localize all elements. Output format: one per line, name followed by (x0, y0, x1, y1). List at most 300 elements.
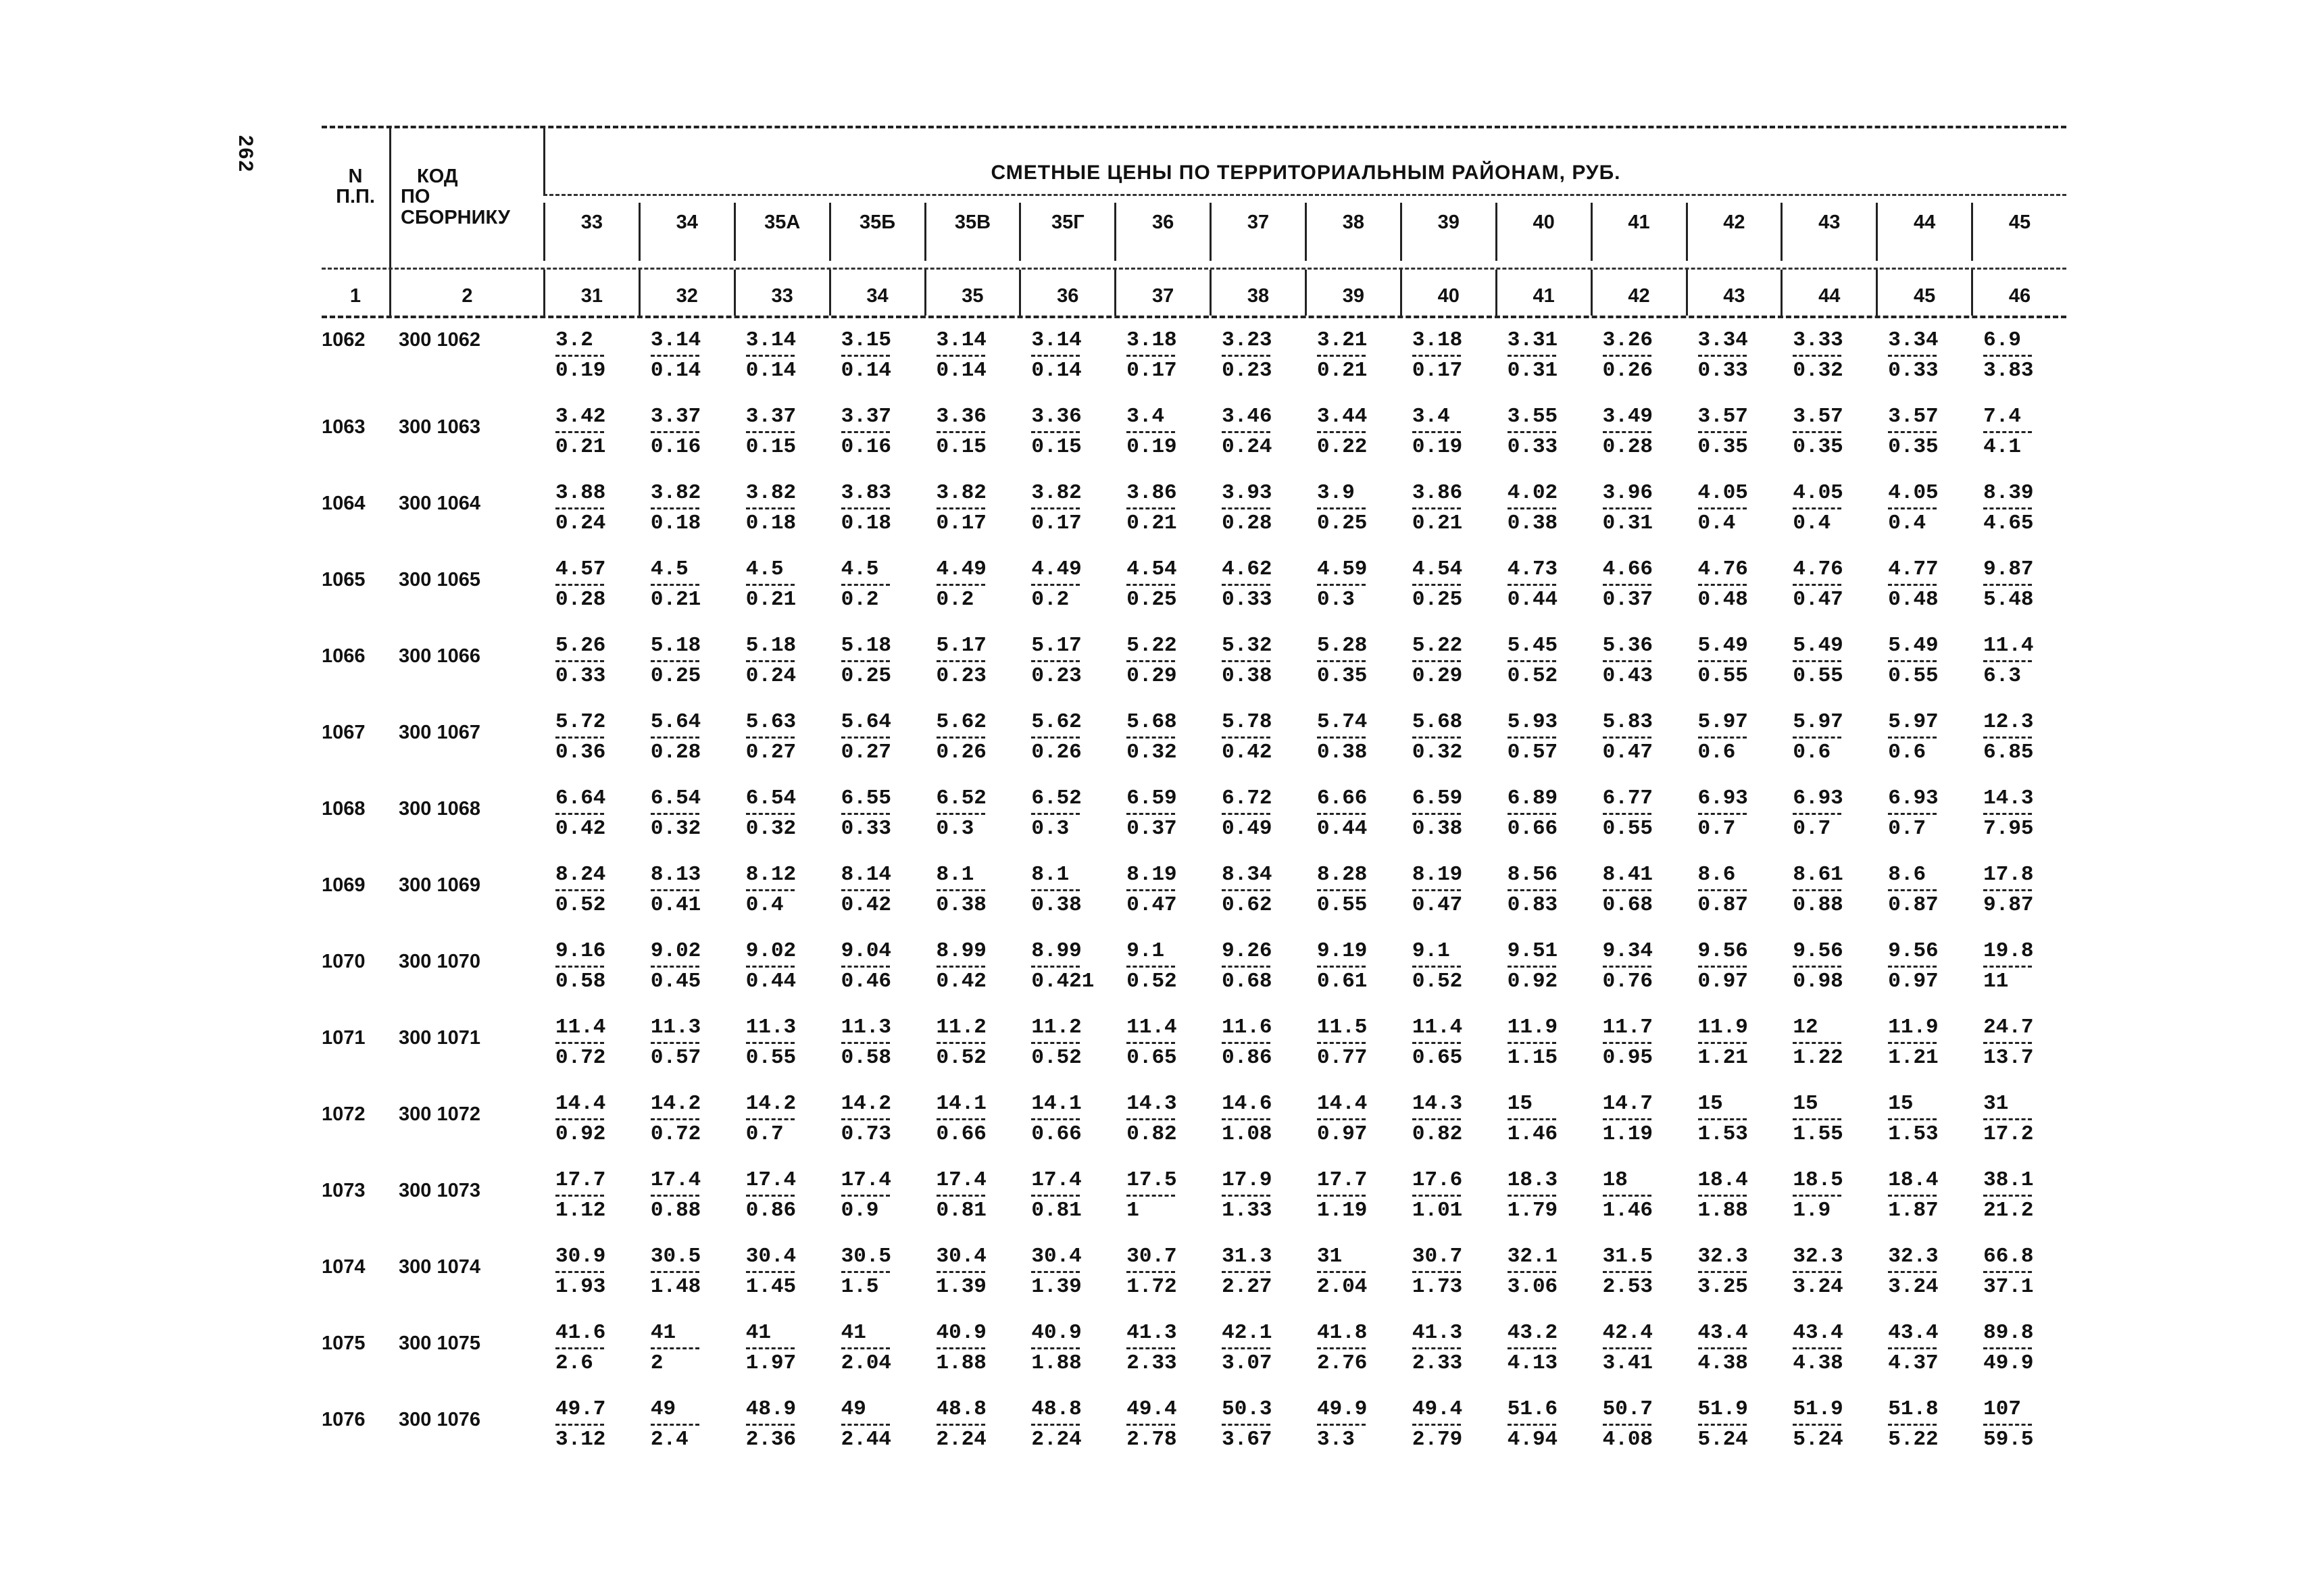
price-cell (1114, 1016, 1210, 1093)
header-np-label-2: П.П. (336, 186, 375, 208)
row-kod: 300 1075 (399, 1332, 480, 1354)
fraction-divider (1793, 1271, 1841, 1273)
price-value: 5.22 (1126, 634, 1177, 657)
price-cell (1114, 1322, 1210, 1398)
sub-price-value: 3.83 (1983, 359, 2034, 382)
fraction-divider (1983, 966, 2032, 968)
price-cell (1876, 634, 1971, 711)
price-cell (1400, 1016, 1495, 1093)
sub-price-value: 0.17 (1126, 359, 1177, 382)
price-cell (543, 711, 639, 787)
price-value: 4.73 (1507, 557, 1558, 581)
column-number: 1 (349, 284, 362, 307)
price-cell (924, 940, 1020, 1016)
price-cell (1686, 482, 1781, 558)
sub-price-value: 0.44 (1507, 588, 1558, 612)
sub-price-value: 0.21 (1317, 359, 1368, 382)
sub-price-value: 0.23 (1031, 664, 1082, 688)
price-cell (1876, 1245, 1971, 1322)
fraction-divider (555, 431, 604, 433)
price-value: 4.57 (555, 557, 606, 581)
table-row (322, 482, 2066, 558)
fraction-divider (937, 584, 985, 586)
price-cell (1019, 940, 1114, 1016)
price-cell (1495, 1398, 1591, 1474)
price-value: 30.4 (936, 1245, 987, 1268)
sub-price-value: 2.53 (1602, 1275, 1653, 1299)
price-value: 9.1 (1126, 939, 1165, 963)
price-value: 4.5 (745, 557, 784, 581)
row-kod: 300 1066 (399, 645, 480, 667)
fraction-divider (1793, 889, 1841, 891)
fraction-divider (841, 966, 890, 968)
sub-price-value: 0.33 (1507, 435, 1558, 459)
price-value: 11.9 (1697, 1016, 1748, 1039)
price-cell (924, 1245, 1020, 1322)
price-value: 9.02 (745, 939, 797, 963)
fraction-divider (1888, 660, 1937, 662)
price-cell (1400, 787, 1495, 864)
sub-price-value: 0.58 (555, 970, 606, 993)
sub-price-value: 0.48 (1697, 588, 1748, 612)
row-kod: 300 1074 (399, 1256, 480, 1278)
sub-price-value: 0.32 (1412, 741, 1463, 764)
price-value: 8.61 (1793, 863, 1843, 887)
price-value: 48.9 (745, 1397, 797, 1421)
sub-price-value: 0.32 (1793, 359, 1843, 382)
price-cell (1495, 482, 1591, 558)
sub-price-value: 0.19 (1412, 435, 1463, 459)
price-cell (1210, 711, 1305, 787)
fraction-divider (1222, 431, 1270, 433)
table-row (322, 558, 2066, 634)
table-row (322, 1322, 2066, 1398)
price-value: 43.4 (1697, 1321, 1748, 1345)
price-cell (1495, 864, 1591, 940)
price-cell (1114, 329, 1210, 405)
fraction-divider (1031, 660, 1080, 662)
row-np: 1069 (322, 874, 366, 896)
sub-price-value: 5.24 (1793, 1428, 1843, 1451)
price-value: 6.55 (841, 787, 892, 810)
price-value: 17.9 (1222, 1168, 1272, 1192)
price-cell (1876, 711, 1971, 787)
header-region: 35А (734, 203, 829, 261)
fraction-divider (841, 355, 890, 357)
price-cell (543, 1322, 639, 1398)
sub-price-value: 0.65 (1412, 1046, 1463, 1070)
price-value: 5.97 (1888, 710, 1939, 734)
price-cell (1400, 329, 1495, 405)
sub-price-value: 0.6 (1793, 741, 1831, 764)
fraction-divider (1031, 1118, 1080, 1120)
header-np-label-1: N (348, 166, 363, 187)
fraction-divider (1603, 355, 1651, 357)
sub-price-value: 5.24 (1697, 1428, 1748, 1451)
sub-price-value: 0.21 (1412, 512, 1463, 535)
sub-price-value: 0.33 (555, 664, 606, 688)
price-cell (1495, 940, 1591, 1016)
fraction-divider (1031, 431, 1080, 433)
price-cell (924, 864, 1020, 940)
sub-price-value: 0.61 (1317, 970, 1368, 993)
price-value: 4.54 (1126, 557, 1177, 581)
price-cell (1495, 558, 1591, 634)
row-kod: 300 1064 (399, 493, 480, 514)
column-number: 43 (1686, 270, 1781, 316)
fraction-divider (1983, 1195, 2032, 1197)
price-value: 15 (1888, 1092, 1914, 1116)
price-value: 8.6 (1888, 863, 1926, 887)
sub-price-value: 2.79 (1412, 1428, 1463, 1451)
price-value: 51.8 (1888, 1397, 1939, 1421)
sub-price-value: 0.35 (1317, 664, 1368, 688)
fraction-divider (1317, 1271, 1366, 1273)
sub-price-value: 0.17 (936, 512, 987, 535)
price-value: 3.23 (1222, 328, 1272, 352)
row-np: 1074 (322, 1256, 366, 1278)
price-cell (1114, 787, 1210, 864)
sub-price-value: 0.3 (1031, 817, 1070, 841)
price-value: 5.22 (1412, 634, 1463, 657)
price-value: 8.1 (1031, 863, 1070, 887)
sub-price-value: 0.38 (1222, 664, 1272, 688)
price-value: 30.4 (745, 1245, 797, 1268)
price-value: 17.4 (936, 1168, 987, 1192)
fraction-divider (1031, 966, 1080, 968)
fraction-divider (1603, 1195, 1651, 1197)
price-value: 49 (650, 1397, 676, 1421)
fraction-divider (1317, 1042, 1366, 1044)
sub-price-value: 1.12 (555, 1199, 606, 1222)
sub-price-value: 1.46 (1507, 1122, 1558, 1146)
price-cell (734, 1322, 829, 1398)
price-value: 32.3 (1793, 1245, 1843, 1268)
sub-price-value: 0.19 (1126, 435, 1177, 459)
header-region: 45 (1971, 203, 2066, 261)
sub-price-value: 6.85 (1983, 741, 2034, 764)
fraction-divider (1983, 1347, 2032, 1349)
price-cell (924, 405, 1020, 482)
price-value: 38.1 (1983, 1168, 2034, 1192)
fraction-divider (1317, 507, 1366, 509)
price-cell (543, 787, 639, 864)
price-cell (1781, 1169, 1876, 1245)
fraction-divider (1317, 889, 1366, 891)
price-value: 4.49 (1031, 557, 1082, 581)
sub-price-value: 0.35 (1697, 435, 1748, 459)
sub-price-value: 0.52 (1031, 1046, 1082, 1070)
column-number-row (322, 270, 2066, 316)
sub-price-value: 0.33 (841, 817, 892, 841)
sub-price-value: 0.16 (650, 435, 701, 459)
price-value: 5.78 (1222, 710, 1272, 734)
price-value: 3.31 (1507, 328, 1558, 352)
fraction-divider (1031, 1042, 1080, 1044)
price-cell (639, 329, 734, 405)
fraction-divider (1983, 1042, 2032, 1044)
price-cell (1210, 1322, 1305, 1398)
price-cell (639, 940, 734, 1016)
price-value: 5.17 (936, 634, 987, 657)
sub-price-value: 0.35 (1888, 435, 1939, 459)
price-cell (543, 864, 639, 940)
row-np: 1071 (322, 1027, 366, 1049)
price-cell (1781, 864, 1876, 940)
price-value: 5.17 (1031, 634, 1082, 657)
price-cell (1019, 1322, 1114, 1398)
price-cell (1781, 405, 1876, 482)
price-value: 30.9 (555, 1245, 606, 1268)
fraction-divider (1412, 966, 1461, 968)
fraction-divider (1603, 507, 1651, 509)
price-value: 43.4 (1793, 1321, 1843, 1345)
sub-price-value: 0.86 (745, 1199, 797, 1222)
sub-price-value: 1.21 (1888, 1046, 1939, 1070)
fraction-divider (1317, 1118, 1366, 1120)
price-value: 6.64 (555, 787, 606, 810)
fraction-divider (1222, 1195, 1270, 1197)
price-cell (1686, 405, 1781, 482)
price-cell (543, 1169, 639, 1245)
price-cell (1400, 1093, 1495, 1169)
fraction-divider (1317, 813, 1366, 815)
price-value: 3.36 (936, 405, 987, 428)
price-cell (1019, 329, 1114, 405)
column-number: 31 (543, 270, 639, 316)
column-number: 36 (1019, 270, 1114, 316)
sub-price-value: 0.57 (1507, 741, 1558, 764)
price-cell (1686, 1322, 1781, 1398)
sub-price-value: 2.27 (1222, 1275, 1272, 1299)
price-cell (1971, 1093, 2066, 1169)
price-cell (924, 787, 1020, 864)
fraction-divider (746, 1195, 795, 1197)
fraction-divider (1126, 1118, 1175, 1120)
column-number: 46 (1971, 270, 2066, 316)
price-value: 9.51 (1507, 939, 1558, 963)
fraction-divider (1508, 889, 1556, 891)
price-value: 5.26 (555, 634, 606, 657)
price-value: 3.14 (745, 328, 797, 352)
fraction-divider (555, 355, 604, 357)
sub-price-value: 2 (650, 1351, 664, 1375)
price-value: 5.68 (1126, 710, 1177, 734)
price-cell (1591, 864, 1686, 940)
fraction-divider (1412, 584, 1461, 586)
row-kod: 300 1068 (399, 798, 480, 820)
column-number: 44 (1781, 270, 1876, 316)
price-cell (1686, 634, 1781, 711)
price-value: 8.99 (1031, 939, 1082, 963)
sub-price-value: 1.33 (1222, 1199, 1272, 1222)
price-cell (734, 1093, 829, 1169)
price-cell (924, 1093, 1020, 1169)
sub-price-value: 0.38 (1031, 893, 1082, 917)
price-value: 3.93 (1222, 481, 1272, 505)
row-np: 1073 (322, 1180, 366, 1201)
price-value: 3.34 (1888, 328, 1939, 352)
sub-price-value: 1.5 (841, 1275, 879, 1299)
sub-price-value: 0.14 (650, 359, 701, 382)
price-value: 49 (841, 1397, 866, 1421)
price-cell (1305, 1398, 1400, 1474)
sub-price-value: 0.55 (1888, 664, 1939, 688)
price-value: 3.14 (650, 328, 701, 352)
fraction-divider (1126, 355, 1175, 357)
sub-price-value: 0.23 (936, 664, 987, 688)
sub-price-value: 4.38 (1697, 1351, 1748, 1375)
fraction-divider (1222, 1347, 1270, 1349)
price-value: 11.5 (1317, 1016, 1368, 1039)
price-cell (1400, 1169, 1495, 1245)
sub-price-value: 0.14 (745, 359, 797, 382)
sub-price-value: 0.19 (555, 359, 606, 382)
sub-price-value: 0.21 (745, 588, 797, 612)
price-cell (1591, 1398, 1686, 1474)
sub-price-value: 0.38 (936, 893, 987, 917)
header-kod-label-2: ПО (401, 186, 430, 208)
price-value: 17.4 (650, 1168, 701, 1192)
header-region: 34 (639, 203, 734, 261)
sub-price-value: 0.37 (1602, 588, 1653, 612)
price-cell (1210, 482, 1305, 558)
header-kod-label-3: СБОРНИКУ (401, 206, 510, 228)
price-cell (1495, 1093, 1591, 1169)
price-value: 31.3 (1222, 1245, 1272, 1268)
sub-price-value: 1.22 (1793, 1046, 1843, 1070)
price-value: 51.6 (1507, 1397, 1558, 1421)
column-number: 35 (924, 270, 1020, 316)
price-cell (1114, 940, 1210, 1016)
price-value: 11.9 (1888, 1016, 1939, 1039)
fraction-divider (1126, 431, 1175, 433)
sub-price-value: 0.68 (1602, 893, 1653, 917)
price-cell (1305, 405, 1400, 482)
fraction-divider (555, 1271, 604, 1273)
sub-price-value: 0.15 (1031, 435, 1082, 459)
sub-price-value: 0.32 (1126, 741, 1177, 764)
price-cell (1305, 1016, 1400, 1093)
row-np: 1063 (322, 416, 366, 438)
fraction-divider (1698, 1042, 1747, 1044)
fraction-divider (555, 1118, 604, 1120)
sub-price-value: 1.93 (555, 1275, 606, 1299)
price-cell (829, 634, 924, 711)
row-kod: 300 1073 (399, 1180, 480, 1201)
price-cell (734, 482, 829, 558)
price-cell (543, 1398, 639, 1474)
fraction-divider (1031, 813, 1080, 815)
fraction-divider (1793, 584, 1841, 586)
price-value: 4.66 (1602, 557, 1653, 581)
sub-price-value: 2.36 (745, 1428, 797, 1451)
sub-price-value: 0.16 (841, 435, 892, 459)
sub-price-value: 1.73 (1412, 1275, 1463, 1299)
fraction-divider (1412, 813, 1461, 815)
sub-price-value: 1.79 (1507, 1199, 1558, 1222)
fraction-divider (1508, 966, 1556, 968)
sub-price-value: 0.14 (1031, 359, 1082, 382)
fraction-divider (1222, 584, 1270, 586)
row-np: 1066 (322, 645, 366, 667)
header-region: 41 (1591, 203, 1686, 261)
price-value: 12 (1793, 1016, 1818, 1039)
fraction-divider (1793, 966, 1841, 968)
price-cell (1971, 711, 2066, 787)
price-value: 8.99 (936, 939, 987, 963)
price-cell (1114, 1169, 1210, 1245)
price-cell (734, 1169, 829, 1245)
fraction-divider (937, 507, 985, 509)
sub-price-value: 0.7 (745, 1122, 784, 1146)
sub-price-value: 0.72 (650, 1122, 701, 1146)
fraction-divider (1317, 355, 1366, 357)
sub-price-value: 0.35 (1793, 435, 1843, 459)
price-value: 14.3 (1983, 787, 2034, 810)
sub-price-value: 0.14 (841, 359, 892, 382)
sub-price-value: 1.87 (1888, 1199, 1939, 1222)
sub-price-value: 0.4 (1697, 512, 1736, 535)
price-cell (1114, 711, 1210, 787)
sub-price-value: 0.7 (1888, 817, 1926, 841)
row-kod: 300 1076 (399, 1409, 480, 1430)
row-np: 1062 (322, 329, 366, 351)
price-cell (1114, 864, 1210, 940)
fraction-divider (1031, 355, 1080, 357)
sub-price-value: 0.97 (1317, 1122, 1368, 1146)
sub-price-value: 0.3 (936, 817, 974, 841)
price-value: 3.2 (555, 328, 593, 352)
price-cell (1305, 864, 1400, 940)
sub-price-value: 4.94 (1507, 1428, 1558, 1451)
fraction-divider (841, 1042, 890, 1044)
fraction-divider (1508, 431, 1556, 433)
price-value: 9.26 (1222, 939, 1272, 963)
price-cell (829, 558, 924, 634)
price-cell (1019, 1398, 1114, 1474)
price-cell (1019, 864, 1114, 940)
price-value: 17.7 (1317, 1168, 1368, 1192)
fraction-divider (1983, 889, 2032, 891)
sub-price-value: 0.24 (1222, 435, 1272, 459)
price-cell (1591, 1093, 1686, 1169)
fraction-divider (1888, 1118, 1937, 1120)
price-value: 8.24 (555, 863, 606, 887)
price-cell (543, 940, 639, 1016)
sub-price-value: 4.1 (1983, 435, 2021, 459)
price-value: 3.21 (1317, 328, 1368, 352)
price-cell (1876, 940, 1971, 1016)
price-value: 3.44 (1317, 405, 1368, 428)
price-value: 8.19 (1126, 863, 1177, 887)
fraction-divider (1698, 889, 1747, 891)
fraction-divider (1412, 1195, 1461, 1197)
price-value: 7.4 (1983, 405, 2021, 428)
fraction-divider (1412, 355, 1461, 357)
price-cell (639, 634, 734, 711)
sub-price-value: 0.55 (745, 1046, 797, 1070)
price-value: 3.82 (936, 481, 987, 505)
fraction-divider (1222, 737, 1270, 739)
sub-price-value: 0.21 (650, 588, 701, 612)
price-cell (1114, 482, 1210, 558)
price-cell (1400, 711, 1495, 787)
fraction-divider (1412, 660, 1461, 662)
fraction-divider (937, 1424, 985, 1426)
sub-price-value: 0.72 (555, 1046, 606, 1070)
price-value: 6.59 (1412, 787, 1463, 810)
